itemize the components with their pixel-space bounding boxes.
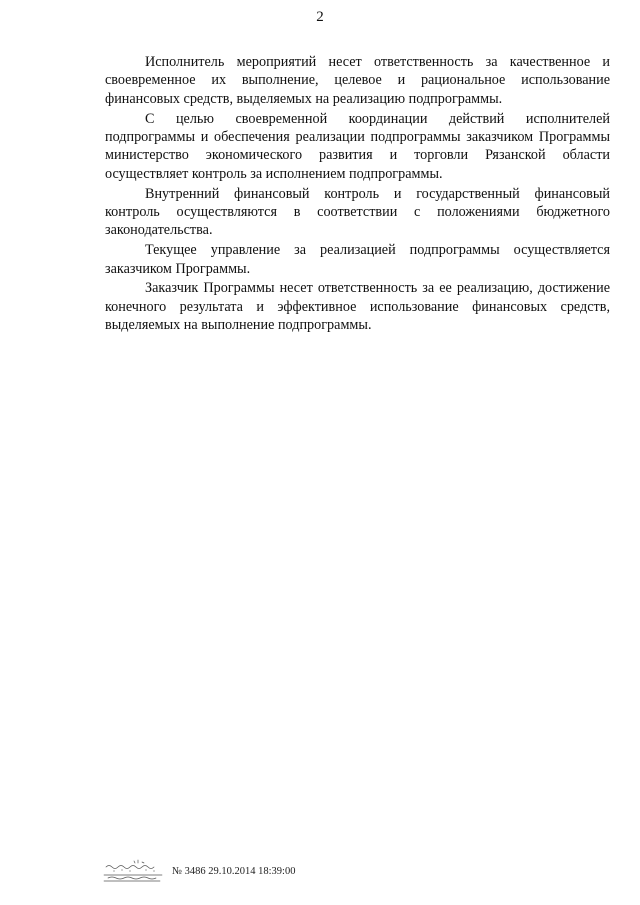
paragraph-customer-responsibility: Заказчик Программы несет ответственность за ее реализацию, достижение конечного результата и эффективное использование финансовых средств, выделяемых на выполнение подпрограммы. <box>105 280 610 334</box>
paragraph-financial-control: Внутренний финансовый контроль и государственный финансовый контроль осуществляются в соответствии с положениями бюджетного законодательства. <box>105 185 610 239</box>
document-footer <box>100 857 500 887</box>
paragraph-current-management: Текущее управление за реализацией подпрограммы осуществляется заказчиком Программы. <box>105 242 610 277</box>
page-number: 2 <box>316 9 324 25</box>
paragraph-coordination: С целью своевременной координации действий исполнителей подпрограммы и обеспечения реализации подпрограммы заказчиком Программы министерство экономического развития и торговли Рязанской области осуществляет контроль за исполнением подпрограммы. <box>105 110 610 182</box>
registration-stamp-icon <box>100 857 166 885</box>
paragraph-executor-responsibility: Исполнитель мероприятий несет ответственность за качественное и своевременное их выполнение, целевое и рациональное использование финансовых средств, выделяемых на реализацию подпрограммы. <box>105 54 610 107</box>
registration-number: № 3486 29.10.2014 18:39:00 <box>172 866 296 877</box>
document-body <box>105 53 610 336</box>
